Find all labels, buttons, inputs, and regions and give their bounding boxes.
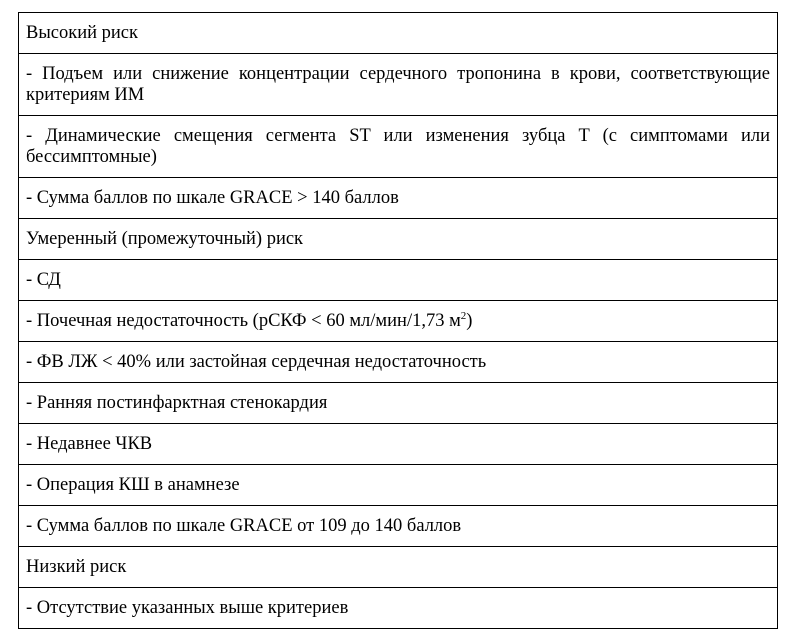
criterion-diabetes: - СД [19, 260, 778, 301]
table-row [19, 465, 778, 506]
criterion-none: - Отсутствие указанных выше критериев [19, 588, 778, 629]
criterion-grace-moderate: - Сумма баллов по шкале GRACE от 109 до 140 баллов [19, 506, 778, 547]
criterion-cabg: - Операция КШ в анамнезе [19, 465, 778, 506]
category-low-risk: Низкий риск [19, 547, 778, 588]
table-row [19, 424, 778, 465]
table-row [19, 178, 778, 219]
table-row-low-risk-header [19, 547, 778, 588]
table-row [19, 54, 778, 116]
table-row [19, 342, 778, 383]
renal-text: - Почечная недостаточность (рСКФ < 60 мл/мин/1,73 м [26, 310, 461, 331]
criterion-st-segment: - Динамические смещения сегмента ST или изменения зубца T (с симптомами или бессимптомные) [19, 116, 778, 178]
table-row-high-risk-header [19, 13, 778, 54]
table-row [19, 383, 778, 424]
table-row [19, 301, 778, 342]
category-high-risk: Высокий риск [19, 13, 778, 54]
table-row [19, 116, 778, 178]
table-row [19, 588, 778, 629]
table-row-moderate-risk-header [19, 219, 778, 260]
criterion-troponin: - Подъем или снижение концентрации сердечного тропонина в крови, соответствующие критериям ИМ [19, 54, 778, 116]
category-moderate-risk: Умеренный (промежуточный) риск [19, 219, 778, 260]
criterion-grace-high: - Сумма баллов по шкале GRACE > 140 баллов [19, 178, 778, 219]
risk-criteria-table [18, 12, 778, 629]
criterion-lvef: - ФВ ЛЖ < 40% или застойная сердечная недостаточность [19, 342, 778, 383]
criterion-angina: - Ранняя постинфарктная стенокардия [19, 383, 778, 424]
table-row [19, 260, 778, 301]
criterion-renal-failure [19, 301, 778, 342]
superscript-2: 2 [460, 309, 467, 322]
table-row [19, 506, 778, 547]
criterion-pci: - Недавнее ЧКВ [19, 424, 778, 465]
renal-text-end: ) [466, 310, 473, 331]
